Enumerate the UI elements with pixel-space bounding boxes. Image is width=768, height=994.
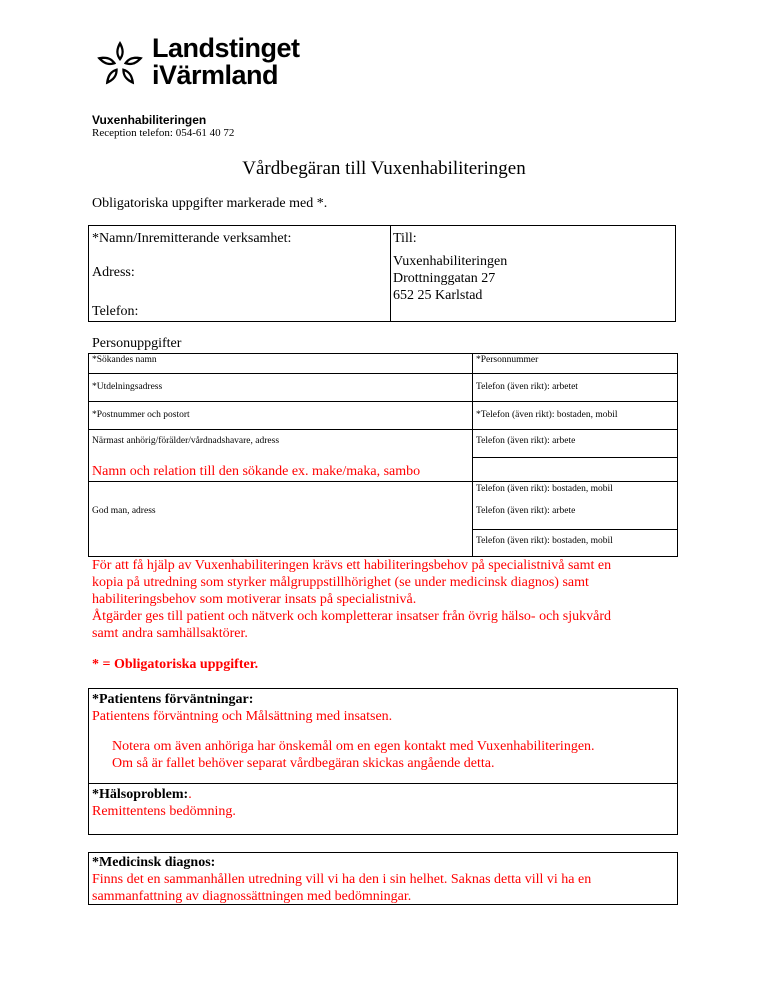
info-line: habiliteringsbehov som motiverar insats på specialistnivå.	[92, 592, 417, 607]
recipient-line-3: 652 25 Karlstad	[393, 288, 483, 303]
logo-line-1: Landstinget	[152, 33, 300, 63]
diagnosis-text-1: Finns det en sammanhållen utredning vill vi ha den i sin helhet. Saknas detta vill vi ha en	[92, 872, 592, 887]
table-row-line	[89, 481, 677, 482]
expectations-note-2: Om så är fallet behöver separat vårdbegäran skickas angående detta.	[112, 756, 495, 771]
guardian-address-field[interactable]: God man, adress	[92, 506, 156, 516]
health-heading-line	[92, 786, 192, 803]
logo-line-2: iVärmland	[152, 60, 279, 90]
info-line: kopia på utredning som styrker målgruppstillhörighet (se under medicinsk diagnos) samt	[92, 575, 589, 590]
info-line: För att få hjälp av Vuxenhabiliteringen krävs ett habiliteringsbehov på specialistnivå samt en	[92, 558, 612, 573]
info-paragraph	[92, 557, 682, 642]
sender-name-field[interactable]: *Namn/Inremitterande verksamhet:	[92, 231, 292, 246]
health-heading-suffix: .	[188, 787, 192, 802]
diagnosis-heading: *Medicinsk diagnos:	[92, 855, 216, 870]
guardian-phone-work-field[interactable]: Telefon (även rikt): arbete	[476, 506, 576, 516]
table-row-line	[472, 529, 677, 530]
table-row-line	[89, 429, 677, 430]
flower-logo-icon	[92, 37, 148, 93]
health-heading: *Hälsoproblem:	[92, 787, 189, 802]
expectations-note-1: Notera om även anhöriga har önskemål om en egen kontakt med Vuxenhabiliteringen.	[112, 739, 595, 754]
diagnosis-text-2: sammanfattning av diagnossättningen med bedömningar.	[92, 889, 412, 904]
postal-address-field[interactable]: *Utdelningsadress	[92, 382, 163, 392]
sender-phone-field[interactable]: Telefon:	[92, 304, 139, 319]
personal-table	[88, 353, 678, 557]
table-row-line	[89, 373, 677, 374]
health-problem-box[interactable]	[88, 783, 678, 835]
phone-home-field[interactable]: *Telefon (även rikt): bostaden, mobil	[476, 410, 618, 420]
relative-address-field[interactable]: Närmast anhörig/förälder/vårdnadshavare, adress	[92, 436, 280, 446]
page-title: Vårdbegäran till Vuxenhabiliteringen	[242, 158, 526, 179]
expectations-text: Patientens förväntning och Målsättning med insatsen.	[92, 709, 393, 724]
reception-phone: Reception telefon: 054-61 40 72	[92, 127, 235, 139]
health-text: Remittentens bedömning.	[92, 804, 236, 819]
postcode-field[interactable]: *Postnummer och postort	[92, 410, 190, 420]
mandatory-note: Obligatoriska uppgifter markerade med *.	[92, 196, 328, 211]
recipient-line-2: Drottninggatan 27	[393, 271, 496, 286]
expectations-box[interactable]	[88, 688, 678, 784]
table-column-divider	[472, 354, 473, 556]
landstinget-logo	[92, 35, 322, 95]
relation-note: Namn och relation till den sökande ex. make/maka, sambo	[92, 464, 421, 479]
logo-wordmark	[152, 35, 300, 89]
phone-work-field[interactable]: Telefon (även rikt): arbetet	[476, 382, 578, 392]
applicant-name-field[interactable]: *Sökandes namn	[92, 355, 157, 365]
personal-heading: Personuppgifter	[92, 336, 182, 351]
info-line: samt andra samhällsaktörer.	[92, 626, 248, 641]
table-row-line	[472, 457, 677, 458]
expectations-heading: *Patientens förväntningar:	[92, 692, 254, 707]
diagnosis-box[interactable]	[88, 852, 678, 905]
recipient-label: Till:	[393, 231, 417, 246]
box-divider	[390, 226, 391, 321]
info-line: Åtgärder ges till patient och nätverk och kompletterar insatser från övrig hälso- och sjukvård	[92, 609, 611, 624]
personal-number-field[interactable]: *Personnummer	[476, 355, 539, 365]
table-row-line	[89, 401, 677, 402]
sender-address-field[interactable]: Adress:	[92, 265, 135, 280]
mandatory-legend: * = Obligatoriska uppgifter.	[92, 657, 259, 672]
sender-recipient-box	[88, 225, 676, 322]
department-name: Vuxenhabiliteringen	[92, 113, 207, 127]
relative-phone-home-field[interactable]: Telefon (även rikt): bostaden, mobil	[476, 484, 613, 494]
guardian-phone-home-field[interactable]: Telefon (även rikt): bostaden, mobil	[476, 536, 613, 546]
recipient-line-1: Vuxenhabiliteringen	[393, 254, 508, 269]
relative-phone-work-field[interactable]: Telefon (även rikt): arbete	[476, 436, 576, 446]
